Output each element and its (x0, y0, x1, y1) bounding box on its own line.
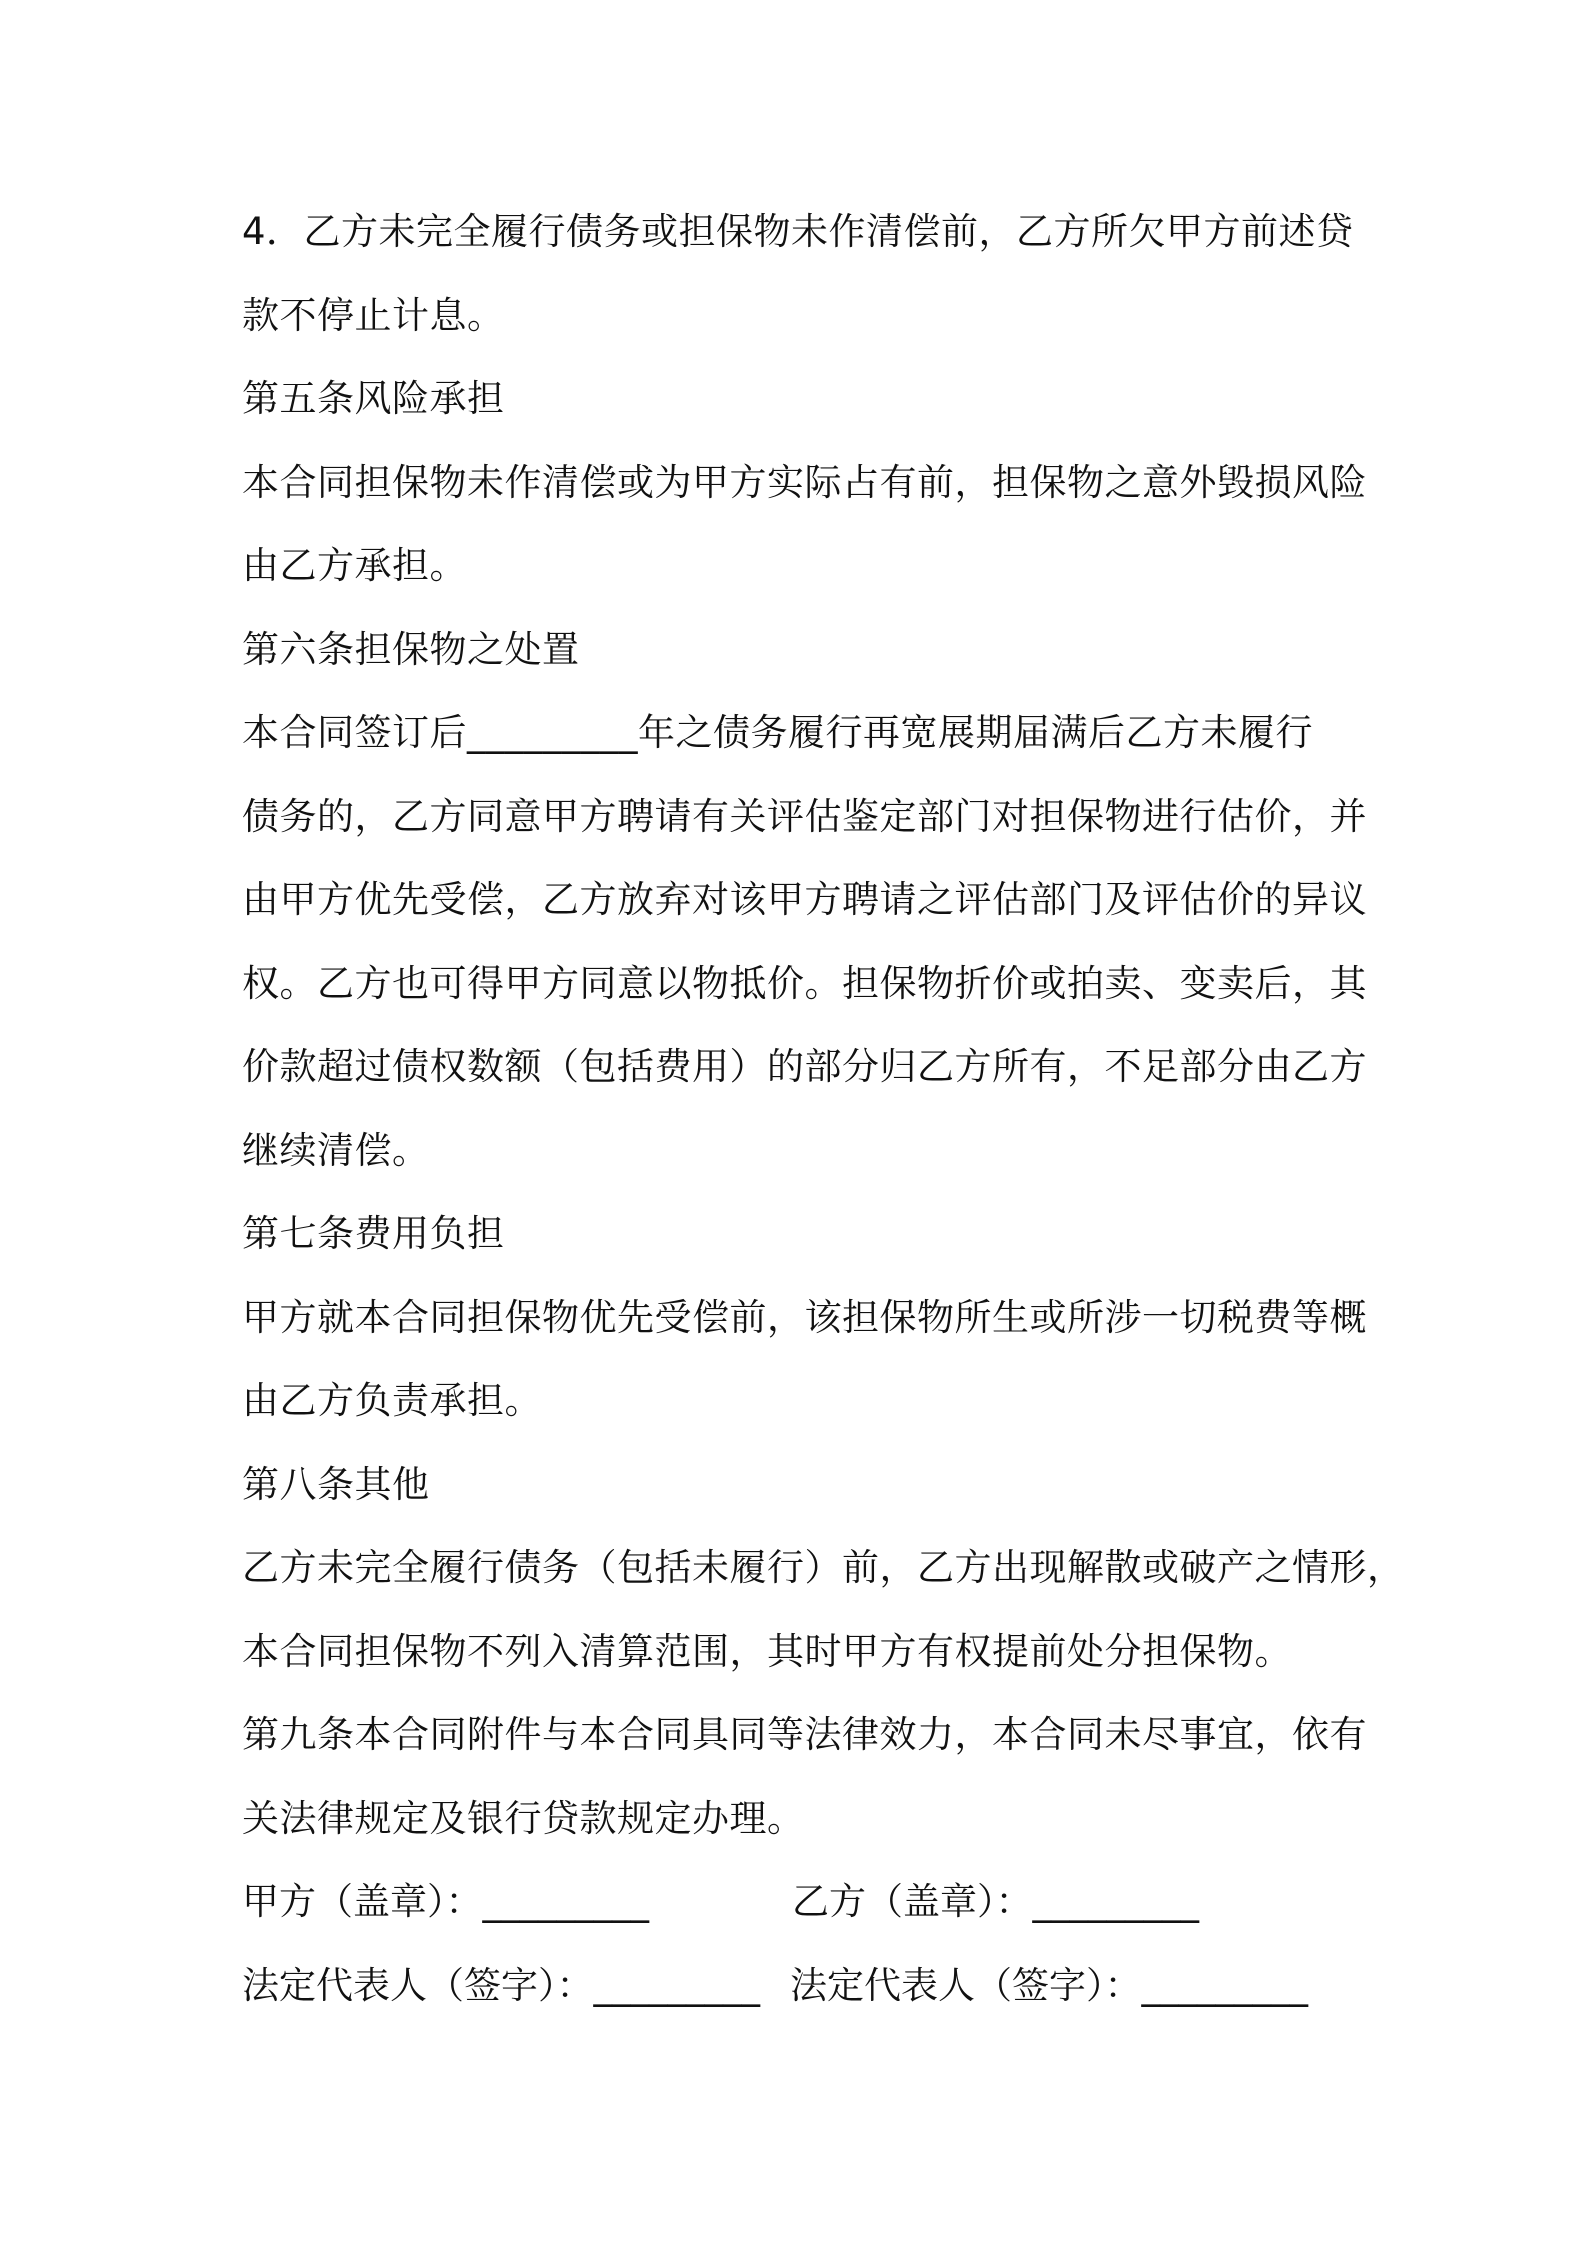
text-line: 4．乙方未完全履行债务或担保物未作清偿前，乙方所欠甲方前述贷 (242, 210, 1354, 253)
text-line: 乙方未完全履行债务（包括未履行）前，乙方出现解散或破产之情形， (242, 1546, 1405, 1589)
section-heading: 第六条担保物之处置 (242, 627, 580, 671)
text-line: 本合同签订后_________年之债务履行再宽展期届满后乙方未履行 (242, 711, 1313, 754)
party-b-seal-field: 乙方（盖章）：_________ (792, 1880, 1199, 1923)
party-a-seal-field: 甲方（盖章）：_________ (242, 1880, 649, 1923)
text-line: 甲方就本合同担保物优先受偿前，该担保物所生或所涉一切税费等概 (242, 1295, 1367, 1339)
signature-row-seal (242, 1860, 1358, 1944)
text-line: 价款超过债权数额（包括费用）的部分归乙方所有，不足部分由乙方 (242, 1045, 1367, 1088)
party-b-rep-field: 法定代表人（签字）：_________ (790, 1963, 1308, 2007)
text-line: 关法律规定及银行贷款规定办理。 (242, 1796, 805, 1840)
document-body (242, 190, 1405, 2027)
section-heading: 第八条其他 (242, 1462, 430, 1506)
signature-row-representative (242, 1944, 1358, 2028)
text-line: 本合同担保物未作清偿或为甲方实际占有前，担保物之意外毁损风险 (242, 460, 1367, 504)
text-line: 由乙方负责承担。 (242, 1379, 542, 1422)
text-line: 本合同担保物不列入清算范围，其时甲方有权提前处分担保物。 (242, 1629, 1292, 1673)
text-line: 第九条本合同附件与本合同具同等法律效力，本合同未尽事宜，依有 (242, 1713, 1367, 1756)
party-a-rep-field: 法定代表人（签字）：_________ (242, 1963, 760, 2007)
text-line: 权。乙方也可得甲方同意以物抵价。担保物折价或拍卖、变卖后，其 (242, 961, 1367, 1005)
text-line: 债务的，乙方同意甲方聘请有关评估鉴定部门对担保物进行估价，并 (242, 794, 1367, 838)
text-line: 由甲方优先受偿，乙方放弃对该甲方聘请之评估部门及评估价的异议 (242, 878, 1367, 921)
text-line: 款不停止计息。 (242, 293, 505, 337)
section-heading: 第七条费用负担 (242, 1212, 505, 1255)
text-line: 由乙方承担。 (242, 544, 467, 587)
section-heading: 第五条风险承担 (242, 377, 505, 420)
text-line: 继续清偿。 (242, 1128, 430, 1172)
